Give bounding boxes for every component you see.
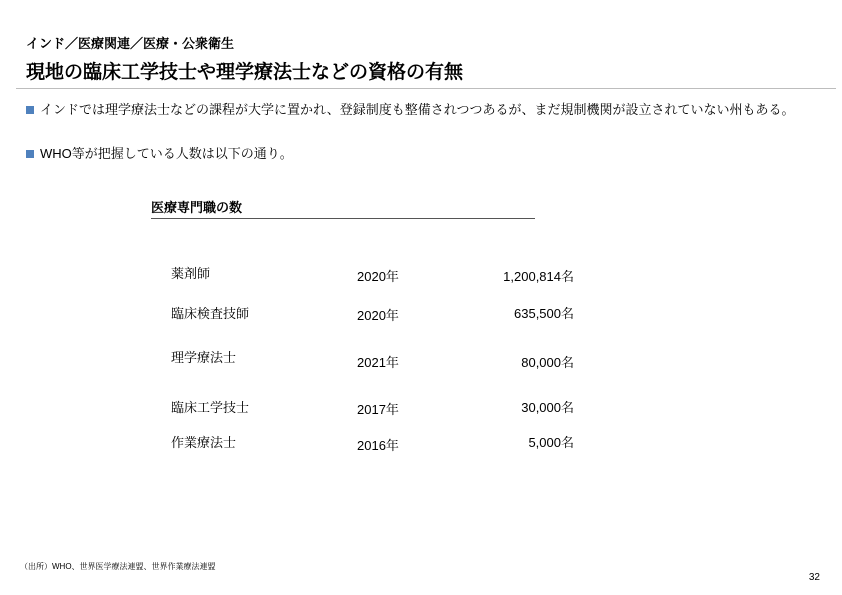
bullet-text: インドでは理学療法士などの課程が大学に置かれ、登録制度も整備されつつあるが、まだ規制機関が設立されていない州もある。	[40, 102, 795, 117]
year: 2020年	[357, 269, 399, 284]
profession: 薬剤師	[171, 266, 211, 281]
table-title: 医療専門職の数	[151, 200, 243, 215]
count: 30,000名	[521, 400, 574, 415]
bullet-item	[26, 100, 816, 120]
count: 1,200,814名	[503, 269, 574, 284]
bullet-square-icon	[26, 150, 34, 158]
year: 2020年	[357, 308, 399, 323]
profession: 作業療法士	[171, 435, 237, 450]
bullet-square-icon	[26, 106, 34, 114]
year: 2016年	[357, 438, 399, 453]
count: 5,000名	[528, 435, 574, 450]
year: 2021年	[357, 355, 399, 370]
page-title: 現地の臨床工学技士や理学療法士などの資格の有無	[26, 62, 464, 83]
profession: 臨床検査技師	[171, 306, 250, 321]
bullet-item	[26, 144, 816, 164]
breadcrumb: インド／医療関連／医療・公衆衛生	[26, 36, 235, 51]
table-title-underline	[151, 218, 535, 219]
divider	[16, 88, 836, 89]
bullet-text: WHO等が把握している人数は以下の通り。	[40, 146, 293, 161]
profession: 臨床工学技士	[171, 400, 250, 415]
page-number: 32	[808, 572, 820, 583]
profession: 理学療法士	[171, 350, 237, 365]
source-note: （出所）WHO、世界医学療法連盟、世界作業療法連盟	[20, 562, 216, 571]
count: 80,000名	[521, 355, 574, 370]
count: 635,500名	[514, 306, 574, 321]
year: 2017年	[357, 402, 399, 417]
